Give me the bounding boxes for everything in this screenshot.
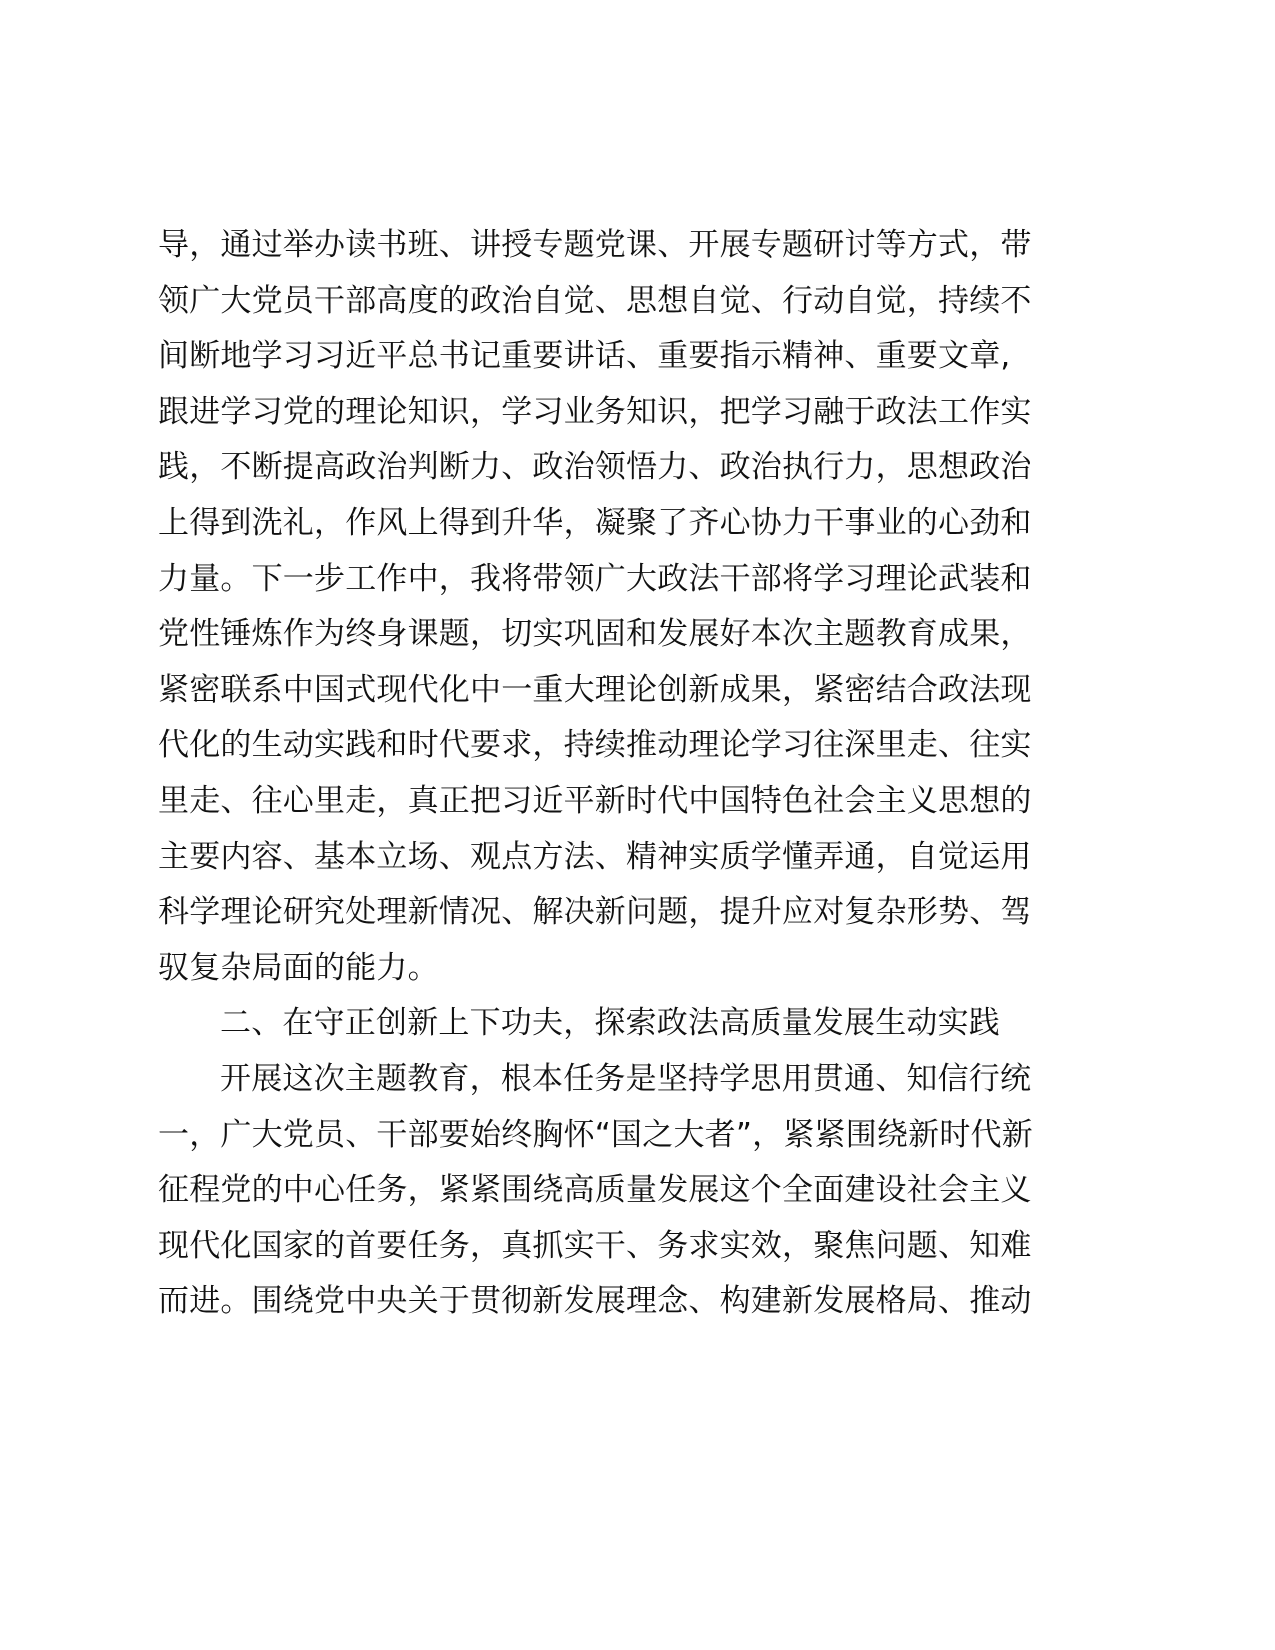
paragraph-line: 而进。围绕党中央关于贯彻新发展理念、构建新发展格局、推动: [158, 1283, 1032, 1320]
paragraph-line: 主要内容、基本立场、观点方法、精神实质学懂弄通，自觉运用: [158, 838, 1032, 875]
paragraph-line: 里走、往心里走，真正把习近平新时代中国特色社会主义思想的: [158, 782, 1032, 819]
paragraph-line: 践，不断提高政治判断力、政治领悟力、政治执行力，思想政治: [158, 449, 1032, 486]
paragraph-line: 党性锤炼作为终身课题，切实巩固和发展好本次主题教育成果，: [158, 616, 1032, 653]
paragraph-line: 导，通过举办读书班、讲授专题党课、开展专题研讨等方式，带: [158, 227, 1032, 263]
section-heading: 二、在守正创新上下功夫，探索政法高质量发展生动实践: [220, 1005, 1000, 1042]
paragraph-line: 现代化国家的首要任务，真抓实干、务求实效，聚焦问题、知难: [158, 1227, 1032, 1264]
paragraph-line: 领广大党员干部高度的政治自觉、思想自觉、行动自觉，持续不: [158, 282, 1032, 319]
paragraph-line: 驭复杂局面的能力。: [158, 949, 439, 986]
paragraph-line: 跟进学习党的理论知识，学习业务知识，把学习融于政法工作实: [158, 393, 1032, 430]
paragraph-line: 上得到洗礼，作风上得到升华，凝聚了齐心协力干事业的心劲和: [158, 504, 1032, 541]
paragraph-line: 代化的生动实践和时代要求，持续推动理论学习往深里走、往实: [158, 727, 1032, 764]
paragraph-line: 力量。下一步工作中，我将带领广大政法干部将学习理论武装和: [158, 560, 1032, 597]
paragraph-line: 开展这次主题教育，根本任务是坚持学思用贯通、知信行统: [220, 1060, 1032, 1097]
paragraph-line: 间断地学习习近平总书记重要讲话、重要指示精神、重要文章,: [158, 338, 1011, 375]
paragraph-line: 一，广大党员、干部要始终胸怀“国之大者”，紧紧围绕新时代新: [158, 1116, 1033, 1153]
paragraph-line: 紧密联系中国式现代化中一重大理论创新成果，紧密结合政法现: [158, 671, 1032, 708]
body-text: [158, 218, 1050, 1330]
paragraph-line: 征程党的中心任务，紧紧围绕高质量发展这个全面建设社会主义: [158, 1172, 1032, 1209]
paragraph-line: 科学理论研究处理新情况、解决新问题，提升应对复杂形势、驾: [158, 894, 1032, 931]
